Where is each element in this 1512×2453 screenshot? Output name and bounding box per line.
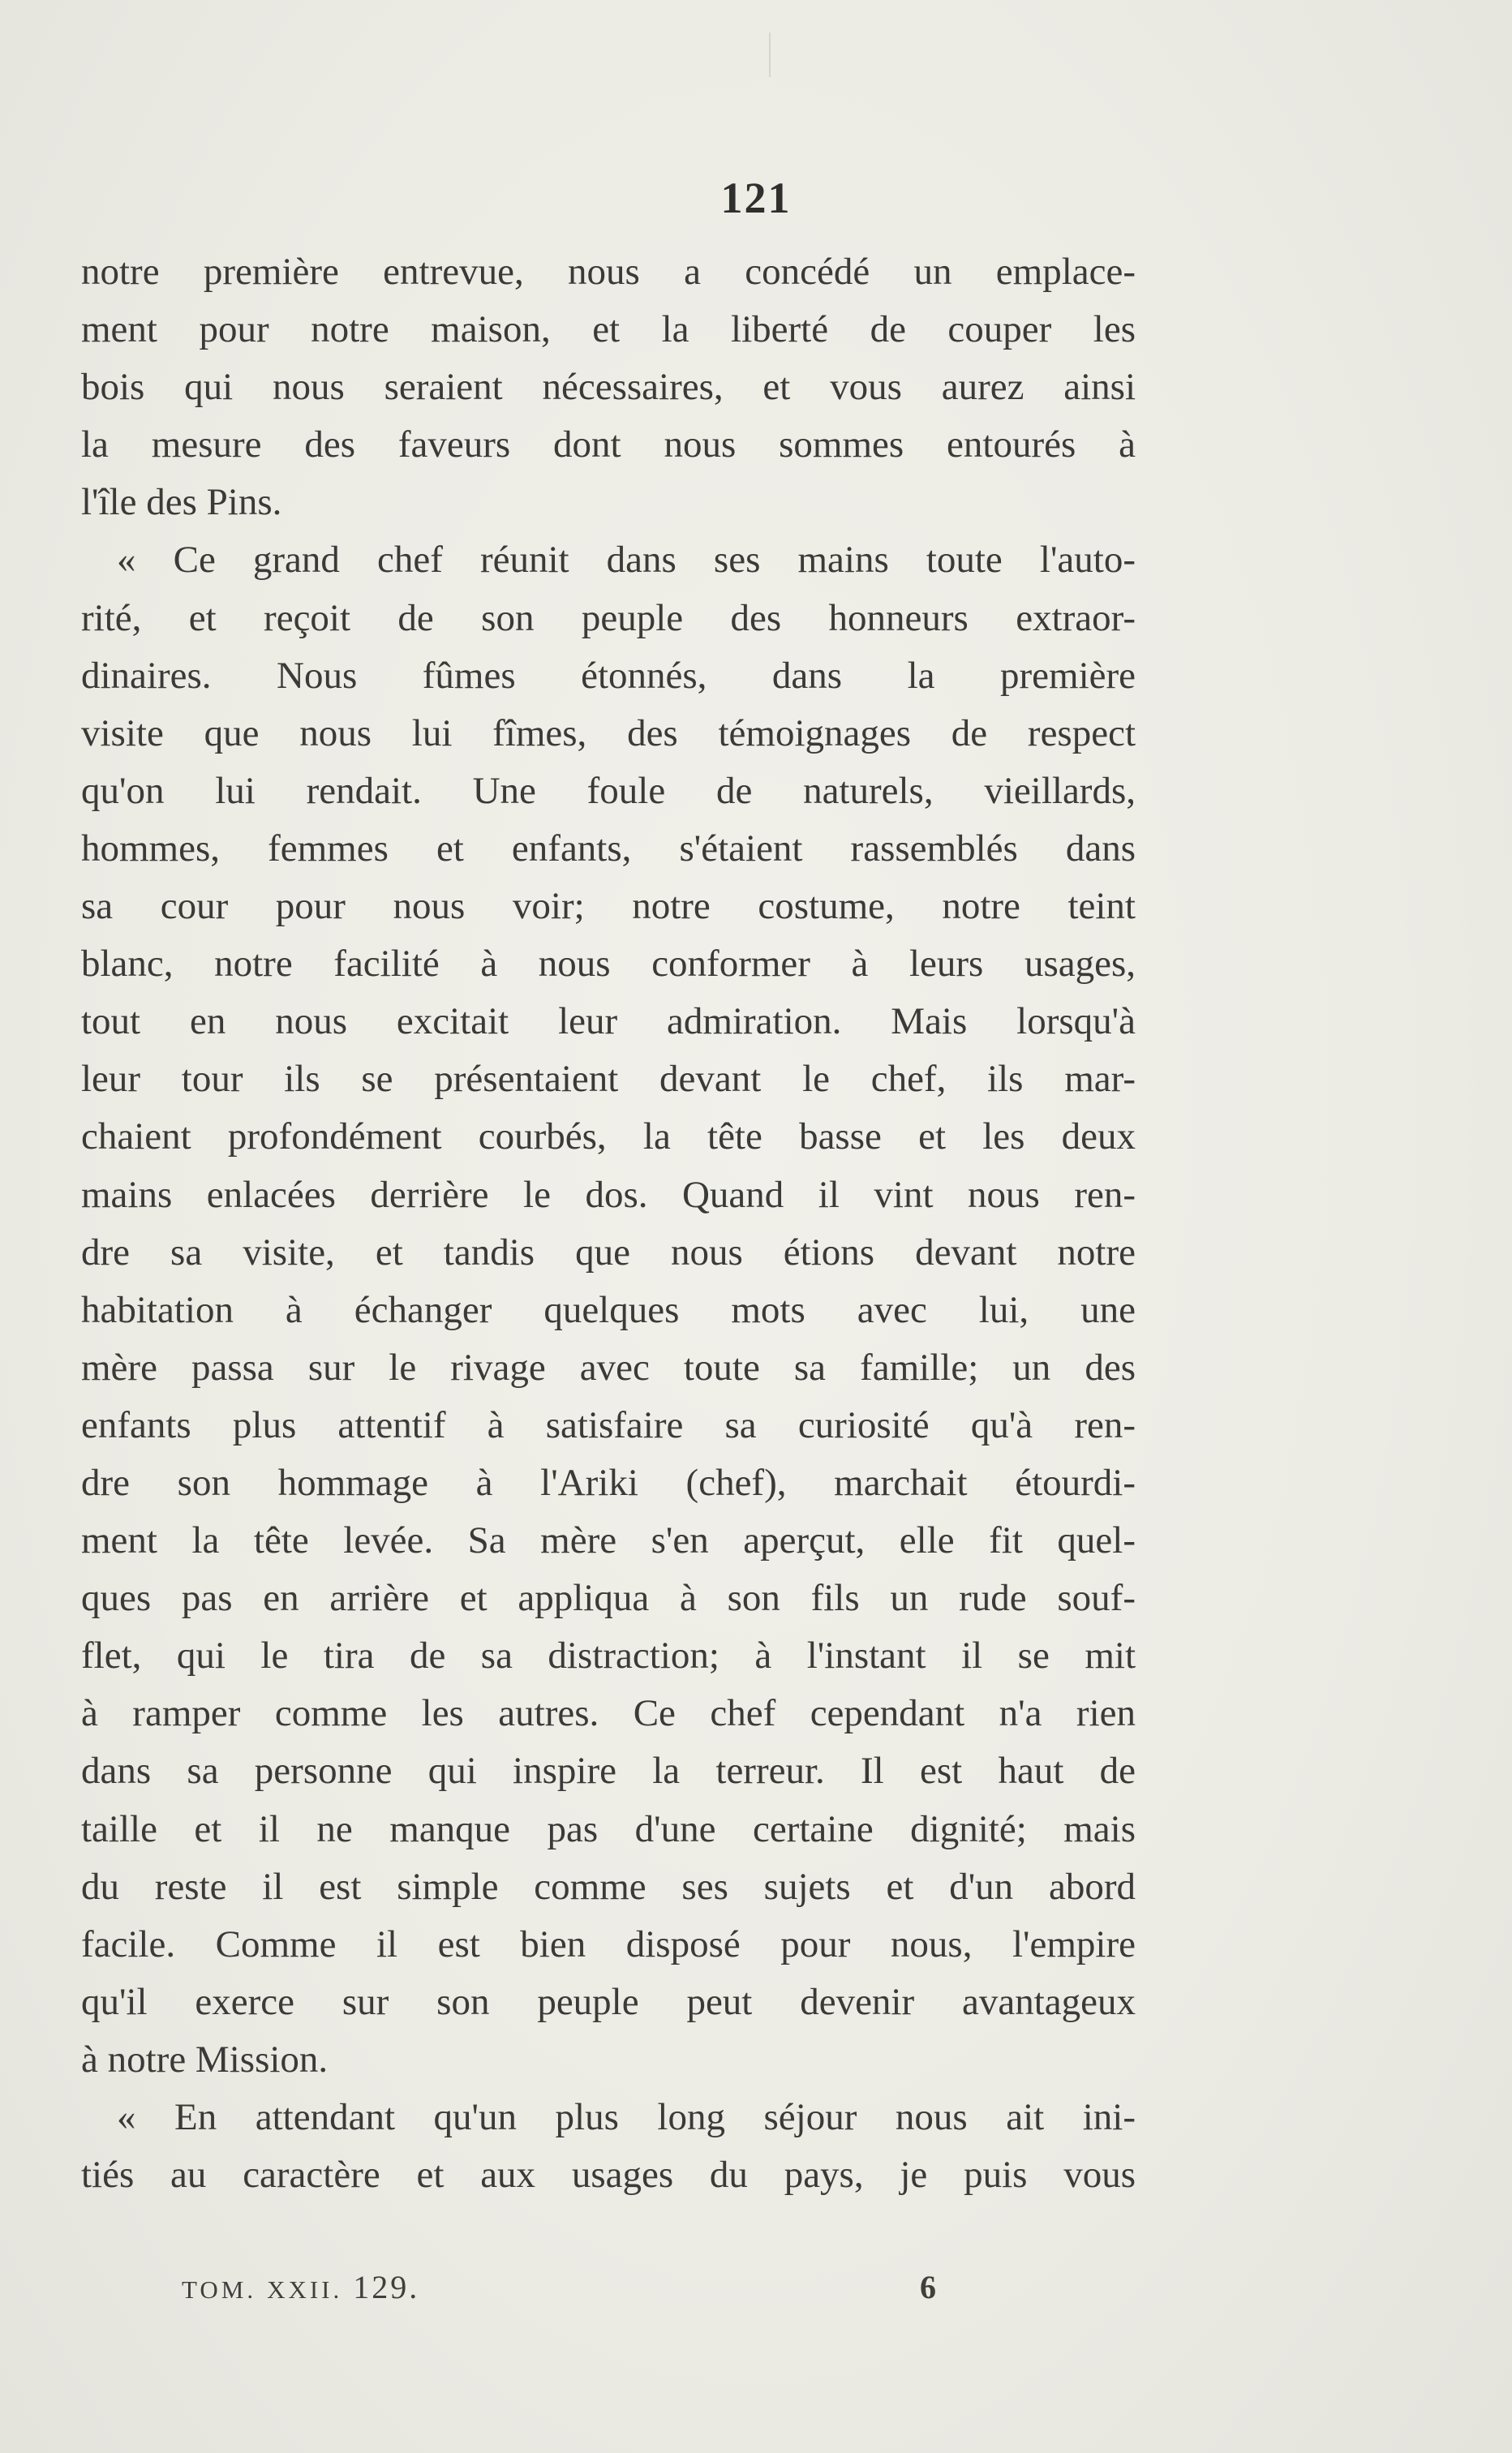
text-line: mains enlacées derrière le dos. Quand il vint nous ren- xyxy=(81,1173,1136,1216)
text-line: à notre Mission. xyxy=(81,2038,329,2081)
volume-signature xyxy=(182,2268,419,2306)
gutter-mark xyxy=(769,32,771,77)
paragraph-2 xyxy=(81,531,1136,2089)
text-line: à ramper comme les autres. Ce chef cependant n'a rien xyxy=(81,1692,1136,1735)
text-line: notre première entrevue, nous a concédé un emplace- xyxy=(81,251,1136,293)
text-line: du reste il est simple comme ses sujets et d'un abord xyxy=(81,1865,1136,1908)
text-line: enfants plus attentif à satisfaire sa curiosité qu'à ren- xyxy=(81,1403,1136,1446)
text-line: visite que nous lui fîmes, des témoignages de respect xyxy=(81,711,1136,754)
text-line: mère passa sur le rivage avec toute sa famille; un des xyxy=(81,1346,1136,1389)
text-line: tiés au caractère et aux usages du pays, je puis vous xyxy=(81,2154,1136,2197)
paragraph-3 xyxy=(81,2089,1136,2204)
text-line: chaient profondément courbés, la tête basse et les deux xyxy=(81,1115,1136,1158)
text-line: « Ce grand chef réunit dans ses mains toute l'auto- xyxy=(117,539,1136,582)
text-line: taille et il ne manque pas d'une certaine dignité; mais xyxy=(81,1807,1136,1850)
text-line: habitation à échanger quelques mots avec lui, une xyxy=(81,1288,1136,1331)
issue-number: 129. xyxy=(353,2269,420,2305)
text-line: dre sa visite, et tandis que nous étions devant notre xyxy=(81,1231,1136,1274)
text-line: ment la tête levée. Sa mère s'en aperçut, elle fit quel- xyxy=(81,1519,1136,1562)
footer-signature xyxy=(0,2268,1512,2317)
text-line: qu'il exerce sur son peuple peut devenir avantageux xyxy=(81,1980,1136,2023)
text-line: bois qui nous seraient nécessaires, et vous aurez ainsi xyxy=(81,366,1136,409)
text-line: ment pour notre maison, et la liberté de couper les xyxy=(81,308,1136,351)
text-line: dinaires. Nous fûmes étonnés, dans la première xyxy=(81,654,1136,697)
tom-label: TOM. xyxy=(182,2275,257,2304)
text-line: rité, et reçoit de son peuple des honneurs extraor- xyxy=(81,596,1136,639)
text-line: facile. Comme il est bien disposé pour nous, l'empire xyxy=(81,1922,1136,1965)
text-line: dans sa personne qui inspire la terreur. Il est haut de xyxy=(81,1750,1136,1793)
text-line: l'île des Pins. xyxy=(81,481,282,524)
text-line: la mesure des faveurs dont nous sommes entourés à xyxy=(81,423,1136,466)
volume-number: XXII. xyxy=(267,2275,343,2304)
text-line: hommes, femmes et enfants, s'étaient rassemblés dans xyxy=(81,827,1136,870)
text-line: leur tour ils se présentaient devant le chef, ils mar- xyxy=(81,1058,1136,1101)
body-text xyxy=(81,243,1136,2204)
page-number: 121 xyxy=(720,174,792,222)
text-line: qu'on lui rendait. Une foule de naturels, vieillards, xyxy=(81,769,1136,812)
text-line: flet, qui le tira de sa distraction; à l'instant il se mit xyxy=(81,1635,1136,1678)
text-line: dre son hommage à l'Ariki (chef), marchait étourdi- xyxy=(81,1461,1136,1504)
text-line: blanc, notre facilité à nous conformer à leurs usages, xyxy=(81,943,1136,986)
text-line: tout en nous excitait leur admiration. Mais lorsqu'à xyxy=(81,1000,1136,1043)
paragraph-1 xyxy=(81,243,1136,531)
text-line: ques pas en arrière et appliqua à son fils un rude souf- xyxy=(81,1577,1136,1620)
gathering-mark: 6 xyxy=(920,2269,936,2305)
text-line: « En attendant qu'un plus long séjour nous ait ini- xyxy=(117,2096,1136,2138)
text-line: sa cour pour nous voir; notre costume, notre teint xyxy=(81,885,1136,928)
